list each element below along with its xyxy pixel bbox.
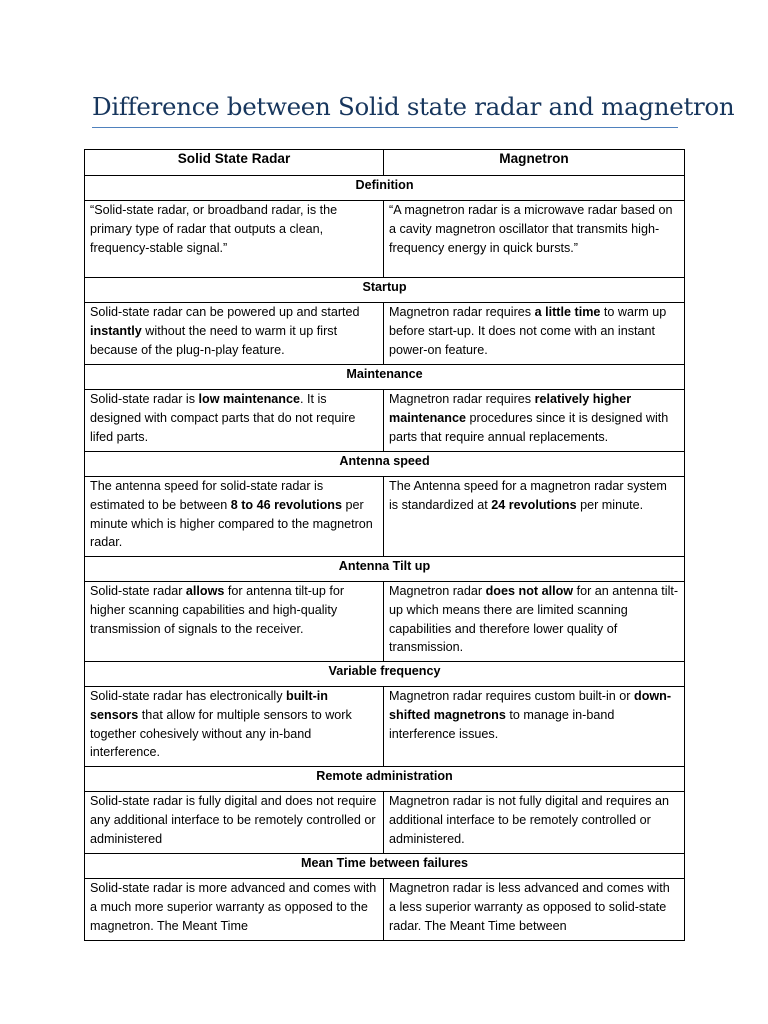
text-run: . It is designed with compact parts that do not require lifed parts. [90, 392, 356, 444]
section-heading-variable-frequency: Variable frequency [85, 662, 685, 687]
text-run: procedures since it is designed with parts that require annual replacements. [389, 410, 669, 444]
section-heading-mean-time-between-failures: Mean Time between failures [85, 854, 685, 879]
text-run: that allow for multiple sensors to work together cohesively without any in-band interference. [90, 707, 352, 760]
section-row [85, 557, 685, 582]
solid-state-cell [85, 201, 384, 278]
text-run: for an antenna tilt-up which means there are limited scanning capabilities and therefore lower quality of transmission. [389, 584, 679, 655]
table-body [85, 176, 685, 941]
section-heading-maintenance: Maintenance [85, 365, 685, 390]
magnetron-cell [384, 303, 685, 365]
text-run: Magnetron radar requires custom built-in or [389, 689, 634, 703]
text-run: Magnetron radar is not fully digital and requires an additional interface to be remotely controlled or administered. [389, 794, 670, 846]
text-run: to manage in-band interference issues. [389, 707, 615, 741]
text-run: without the need to warm it up first because of the plug-n-play feature. [90, 323, 338, 357]
text-run: Solid-state radar has electronically [90, 689, 286, 703]
bold-phrase: 24 revolutions [491, 497, 577, 512]
magnetron-cell [384, 390, 685, 452]
section-heading-definition: Definition [85, 176, 685, 201]
bold-phrase: instantly [90, 323, 142, 338]
bold-phrase: relatively higher maintenance [389, 392, 632, 425]
bold-phrase: built-in sensors [90, 689, 328, 722]
section-row [85, 176, 685, 201]
magnetron-cell [384, 582, 685, 662]
solid-state-cell [85, 477, 384, 557]
table-row [85, 477, 685, 557]
title-underline [92, 127, 678, 128]
text-run: Magnetron radar requires [389, 392, 535, 406]
section-row [85, 452, 685, 477]
table-row [85, 582, 685, 662]
text-run: Solid-state radar can be powered up and started [90, 305, 360, 319]
section-heading-startup: Startup [85, 278, 685, 303]
table-row [85, 201, 685, 278]
text-run: per minute. [576, 497, 644, 512]
header-row [85, 150, 685, 176]
bold-phrase: low maintenance [198, 392, 300, 406]
table-row [85, 792, 685, 854]
solid-state-cell [85, 792, 384, 854]
magnetron-cell [384, 201, 685, 278]
bold-phrase: does not allow [485, 584, 574, 598]
section-row [85, 365, 685, 390]
section-row [85, 662, 685, 687]
magnetron-cell [384, 792, 685, 854]
section-row [85, 767, 685, 792]
table-row [85, 303, 685, 365]
magnetron-cell [384, 687, 685, 767]
solid-state-cell [85, 582, 384, 662]
text-run: Solid-state radar is [90, 392, 199, 406]
solid-state-cell [85, 687, 384, 767]
text-run: Solid-state radar is more advanced and comes with a much more superior warranty as opposed to the magnetron. The Meant Time [90, 881, 377, 933]
bold-phrase: allows [185, 584, 225, 598]
bold-phrase: a little time [534, 305, 601, 319]
text-run: for antenna tilt-up for higher scanning capabilities and high-quality transmission of signals to the receiver. [90, 584, 345, 636]
solid-state-cell [85, 879, 384, 941]
section-row [85, 278, 685, 303]
text-run: Magnetron radar is less advanced and comes with a less superior warranty as opposed to solid-state radar. The Meant Time between [389, 881, 670, 933]
solid-state-cell [85, 390, 384, 452]
text-run: Solid-state radar is fully digital and does not require any additional interface to be remotely controlled or administered [90, 794, 377, 846]
section-heading-antenna-tilt-up: Antenna Tilt up [85, 557, 685, 582]
text-run: Solid-state radar [90, 584, 186, 598]
text-run: The antenna speed for solid-state radar is estimated to be between [90, 479, 324, 512]
section-heading-antenna-speed: Antenna speed [85, 452, 685, 477]
table-row [85, 390, 685, 452]
text-run: “A magnetron radar is a microwave radar based on a cavity magnetron oscillator that transmits high-frequency energy in quick bursts.” [389, 203, 673, 255]
magnetron-cell [384, 477, 685, 557]
text-run: to warm up before start-up. It does not come with an instant power-on feature. [389, 305, 667, 357]
magnetron-cell [384, 879, 685, 941]
bold-phrase: down-shifted magnetrons [389, 689, 672, 722]
table-row [85, 879, 685, 941]
bold-phrase: 8 to 46 revolutions [230, 497, 343, 512]
text-run: Magnetron radar requires [389, 305, 535, 319]
column-header-magnetron: Magnetron [384, 150, 685, 176]
section-row [85, 854, 685, 879]
page-title: Difference between Solid state radar and magnetron [92, 92, 735, 121]
text-run: Magnetron radar [389, 584, 486, 598]
table-row [85, 687, 685, 767]
text-run: The Antenna speed for a magnetron radar system is standardized at [389, 479, 667, 512]
comparison-table [84, 149, 685, 941]
solid-state-cell [85, 303, 384, 365]
column-header-solid-state: Solid State Radar [85, 150, 384, 176]
section-heading-remote-administration: Remote administration [85, 767, 685, 792]
text-run: “Solid-state radar, or broadband radar, is the primary type of radar that outputs a clean, frequency-stable signal.” [90, 203, 338, 255]
text-run: per minute which is higher compared to the magnetron radar. [90, 497, 373, 550]
